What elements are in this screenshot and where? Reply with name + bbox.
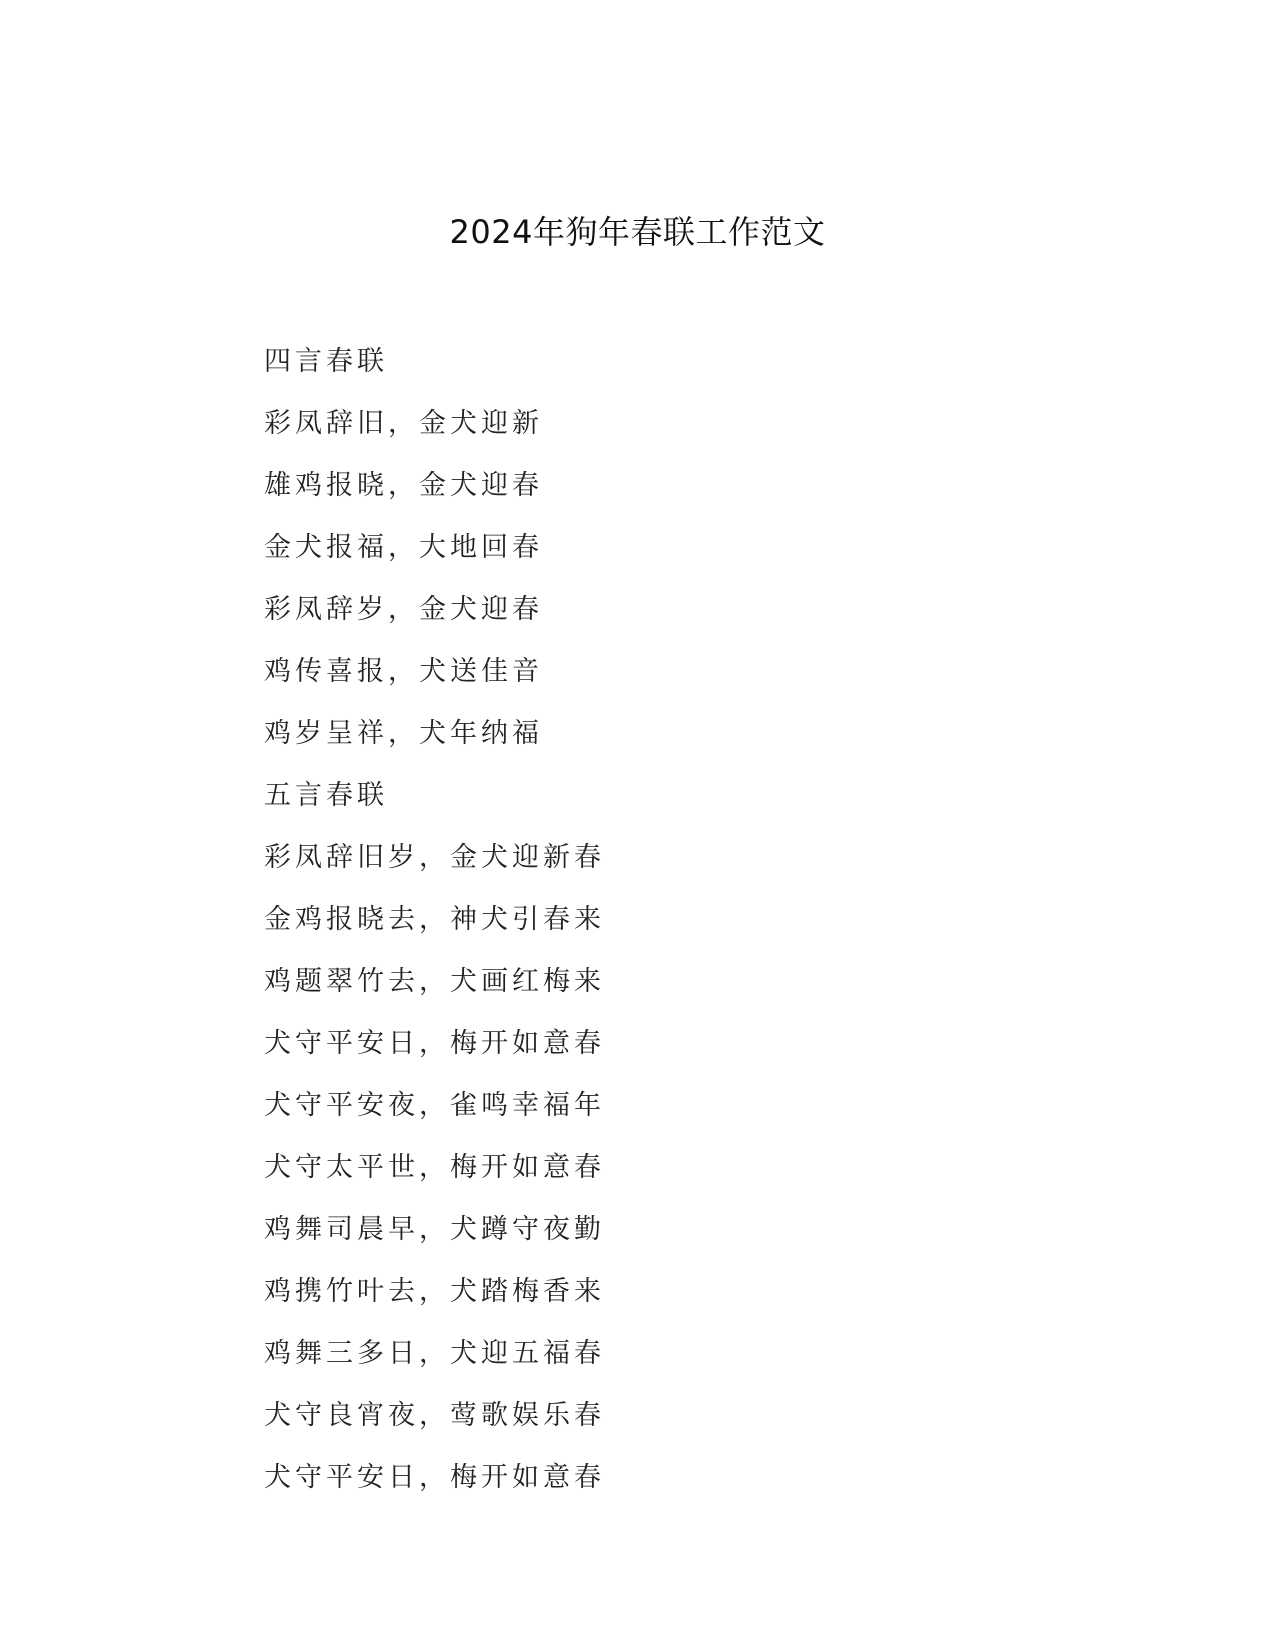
couplet-line: 鸡题翠竹去，犬画红梅来 [264, 966, 605, 997]
page-title: 2024年狗年春联工作范文 [449, 213, 826, 251]
couplet-line: 鸡岁呈祥，犬年纳福 [264, 718, 543, 749]
couplet-line: 犬守良宵夜，莺歌娱乐春 [264, 1400, 605, 1431]
couplet-line: 犬守平安日，梅开如意春 [264, 1462, 605, 1493]
couplet-line: 鸡舞三多日，犬迎五福春 [264, 1338, 605, 1369]
couplet-line: 彩凤辞旧，金犬迎新 [264, 408, 543, 439]
couplet-line: 金犬报福，大地回春 [264, 532, 543, 563]
section-heading-five-character: 五言春联 [264, 780, 388, 811]
couplet-line: 金鸡报晓去，神犬引春来 [264, 904, 605, 935]
couplet-line: 鸡舞司晨早，犬蹲守夜勤 [264, 1214, 605, 1245]
couplet-line: 彩凤辞岁，金犬迎春 [264, 594, 543, 625]
couplet-line: 彩凤辞旧岁，金犬迎新春 [264, 842, 605, 873]
couplet-line: 雄鸡报晓，金犬迎春 [264, 470, 543, 501]
document-body [264, 331, 1164, 1509]
couplet-line: 鸡携竹叶去，犬踏梅香来 [264, 1276, 605, 1307]
couplet-line: 鸡传喜报，犬送佳音 [264, 656, 543, 687]
couplet-line: 犬守平安夜，雀鸣幸福年 [264, 1090, 605, 1121]
couplet-line: 犬守平安日，梅开如意春 [264, 1028, 605, 1059]
section-heading-four-character: 四言春联 [264, 346, 388, 377]
couplet-line: 犬守太平世，梅开如意春 [264, 1152, 605, 1183]
